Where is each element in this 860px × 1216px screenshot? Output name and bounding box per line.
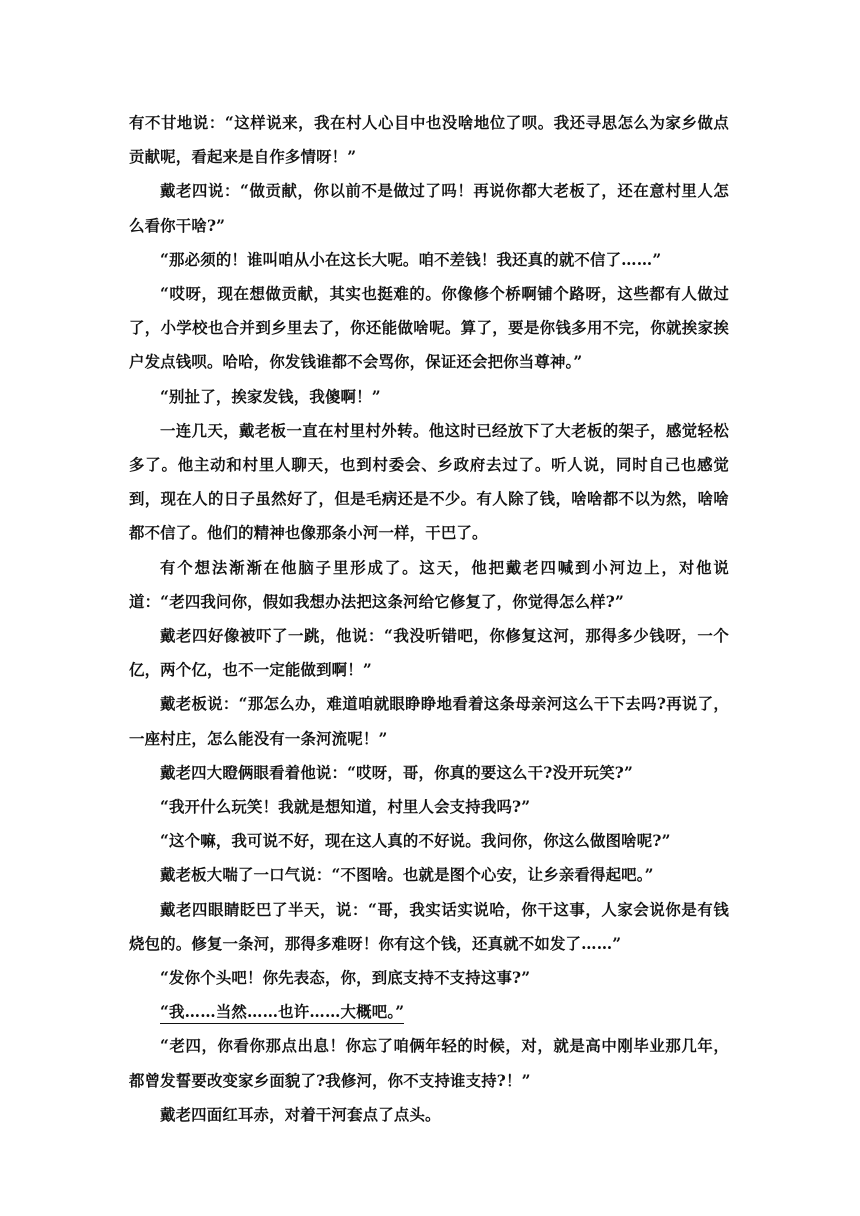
paragraph-15: “发你个头吧！你先表态，你，到底支持不支持这事?” xyxy=(160,969,531,988)
paragraph-14: 戴老四眼睛眨巴了半天，说：“哥，我实话实说哈，你干这事，人家会说你是有钱烧包的。修复一条河，那得多难呀！你有这个钱，还真就不如发了……” xyxy=(129,900,729,953)
paragraph-10: 戴老四大瞪俩眼看着他说：“哎呀，哥，你真的要这么干?没开玩笑?” xyxy=(160,763,634,782)
paragraph-17: “老四，你看你那点出息！你忘了咱俩年轻的时候，对，就是高中刚毕业那几年，都曾发誓要改变家乡面貌了?我修河，你不支持谁支持?！” xyxy=(129,1037,729,1090)
paragraph-6: 一连几天，戴老板一直在村里村外转。他这时已经放下了大老板的架子，感觉轻松多了。他主动和村里人聊天，也到村委会、乡政府去过了。听人说，同时自己也感觉到，现在人的日子虽然好了，但是毛病还是不少。有人除了钱，啥啥都不以为然，啥啥都不信了。他们的精神也像那条小河一样，干巴了。 xyxy=(129,421,729,543)
paragraph-2: 戴老四说：“做贡献，你以前不是做过了吗！再说你都大老板了，还在意村里人怎么看你干啥?” xyxy=(129,182,729,235)
paragraph-3: “那必须的！谁叫咱从小在这长大呢。咱不差钱！我还真的就不信了……” xyxy=(160,250,662,269)
paragraph-7: 有个想法渐渐在他脑子里形成了。这天，他把戴老四喊到小河边上，对他说道：“老四我问你，假如我想办法把这条河给它修复了，你觉得怎么样?” xyxy=(129,558,729,611)
paragraph-12: “这个嘛，我可说不好，现在这人真的不好说。我问你，你这么做图啥呢?” xyxy=(160,832,671,851)
story-text-body xyxy=(129,106,729,1132)
paragraph-1: 有不甘地说：“这样说来，我在村人心目中也没啥地位了呗。我还寻思怎么为家乡做点贡献呢，看起来是自作多情呀！” xyxy=(129,114,729,167)
paragraph-4: “哎呀，现在想做贡献，其实也挺难的。你像修个桥啊铺个路呀，这些都有人做过了，小学校也合并到乡里去了，你还能做啥呢。算了，要是你钱多用不完，你就挨家挨户发点钱呗。哈哈，你发钱谁都不会骂你，保证还会把你当尊神。” xyxy=(129,285,729,372)
paragraph-11: “我开什么玩笑！我就是想知道，村里人会支持我吗?” xyxy=(160,798,531,817)
paragraph-18: 戴老四面红耳赤，对着干河套点了点头。 xyxy=(160,1105,441,1124)
paragraph-9: 戴老板说：“那怎么办，难道咱就眼睁睁地看着这条母亲河这么干下去吗?再说了，一座村庄，怎么能没有一条河流呢！” xyxy=(129,695,729,748)
paragraph-8: 戴老四好像被吓了一跳，他说：“我没听错吧，你修复这河，那得多少钱呀，一个亿，两个亿，也不一定能做到啊！” xyxy=(129,627,729,680)
underlined-sentence: “我……当然……也许……大概吧。” xyxy=(160,1001,404,1024)
paragraph-13: 戴老板大喘了一口气说：“不图啥。也就是图个心安，让乡亲看得起吧。” xyxy=(160,866,654,885)
paragraph-5: “别扯了，挨家发钱，我傻啊！” xyxy=(160,387,381,406)
underlined-paragraph xyxy=(129,995,729,1029)
